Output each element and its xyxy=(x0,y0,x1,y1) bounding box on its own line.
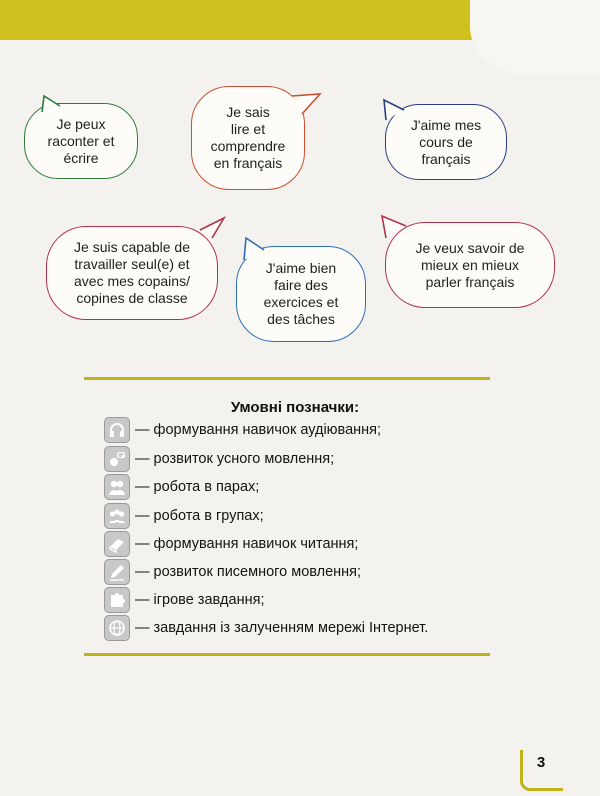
divider-bottom xyxy=(84,653,490,656)
legend-item xyxy=(104,446,334,472)
legend-item-text: — розвиток писемного мовлення; xyxy=(135,564,362,580)
legend-item-text: — робота в групах; xyxy=(135,508,264,524)
puzzle-icon xyxy=(104,587,130,613)
pair-work-icon xyxy=(104,474,130,500)
book-icon xyxy=(104,531,130,557)
page-number: 3 xyxy=(536,754,546,771)
speech-bubble-text: Je suis capable de travailler seul(e) et avec mes copains/ copines de classe xyxy=(74,239,190,306)
speech-bubble xyxy=(24,103,138,179)
speech-bubble-tail xyxy=(380,214,412,240)
globe-icon xyxy=(104,615,130,641)
pencil-icon xyxy=(104,559,130,585)
speech-bubble-tail xyxy=(196,214,228,240)
speech-bubble-text: J'aime bien faire des exercices et des tâches xyxy=(263,260,339,327)
legend-item-text: — формування навичок аудіювання; xyxy=(135,422,382,438)
speech-bubble-tail xyxy=(38,94,68,114)
legend-item-text: — завдання із залученням мережі Інтернет. xyxy=(135,620,429,636)
speech-bubble-tail xyxy=(240,236,270,262)
speaking-icon xyxy=(104,446,130,472)
speech-bubble-text: Je veux savoir de mieux en mieux parler français xyxy=(415,239,525,290)
speech-bubble-tail xyxy=(288,90,324,116)
legend-item xyxy=(104,587,264,613)
legend-item xyxy=(104,531,358,557)
group-work-icon xyxy=(104,503,130,529)
legend-item-text: — ігрове завдання; xyxy=(135,592,265,608)
speech-bubble-text: Je sais lire et comprendre en français xyxy=(210,104,286,171)
legend-title: Умовні позначки: xyxy=(230,399,360,416)
divider-top xyxy=(84,377,490,380)
legend-item xyxy=(104,503,264,529)
speech-bubble-text: Je peux raconter et écrire xyxy=(47,115,115,166)
speech-bubble xyxy=(46,226,218,320)
legend-item xyxy=(104,417,381,443)
speech-bubble-text: J'aime mes cours de français xyxy=(410,116,482,167)
legend-item xyxy=(104,474,259,500)
speech-bubble-tail xyxy=(380,96,410,122)
legend-item-text: — робота в парах; xyxy=(135,479,260,495)
legend-item-text: — розвиток усного мовлення; xyxy=(135,451,335,467)
legend-item-text: — формування навичок читання; xyxy=(135,536,359,552)
legend-item xyxy=(104,615,428,641)
legend-item xyxy=(104,559,361,585)
headphones-icon xyxy=(104,417,130,443)
